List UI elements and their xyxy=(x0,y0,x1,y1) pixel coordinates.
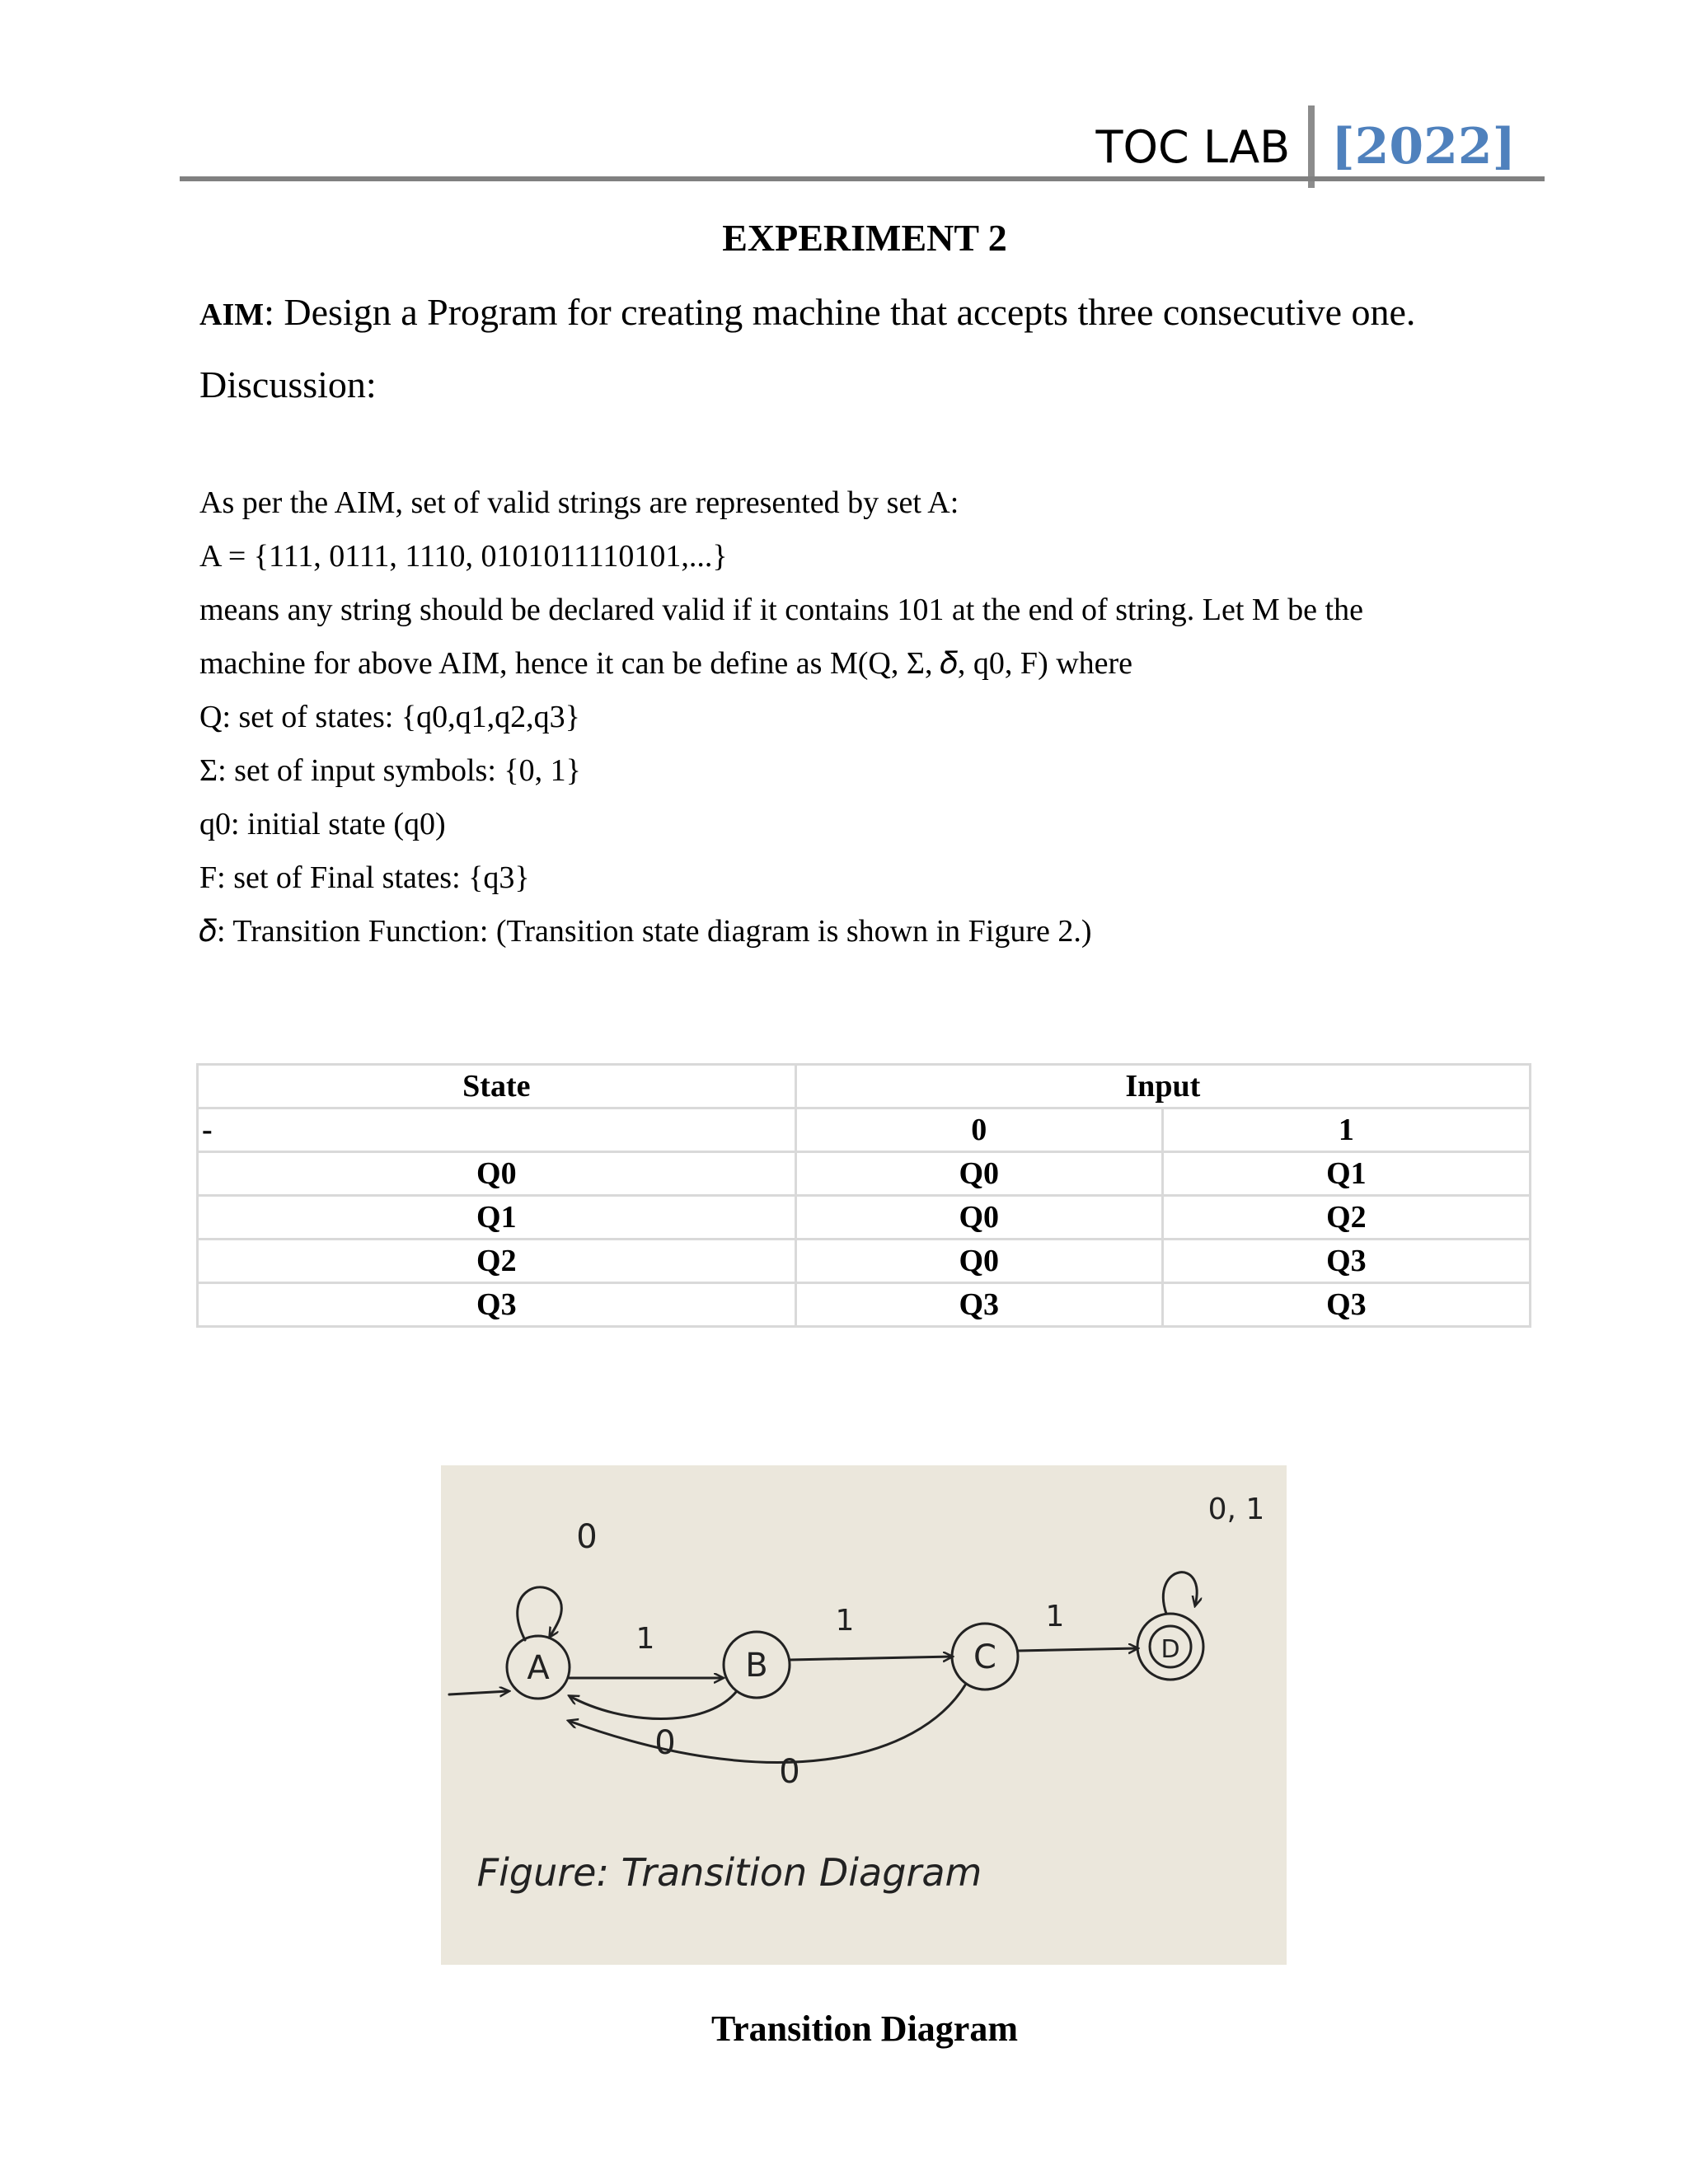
state-c-label: C xyxy=(973,1638,996,1676)
figure-caption: Transition Diagram xyxy=(711,2008,1018,2049)
aim-text: : Design a Program for creating machine that accepts three consecutive one. xyxy=(264,291,1416,333)
on0-cell: Q0 xyxy=(795,1240,1162,1283)
start-arrow xyxy=(449,1691,509,1694)
body-line: means any string should be declared valid if it contains 101 at the end of string. Let M be the xyxy=(199,593,1363,627)
header-separator xyxy=(1308,105,1315,188)
experiment-title: EXPERIMENT 2 xyxy=(722,217,1007,259)
header-lab-title: TOC LAB xyxy=(1095,120,1291,173)
edge-b-c-label: 1 xyxy=(835,1604,855,1638)
table-row xyxy=(198,1240,1531,1283)
body-line: q0: initial state (q0) xyxy=(199,807,446,841)
on1-cell: Q3 xyxy=(1162,1283,1530,1327)
state-cell: Q2 xyxy=(198,1240,796,1283)
row-marker: - xyxy=(198,1108,796,1152)
state-a-label: A xyxy=(527,1649,550,1687)
transition-table xyxy=(196,1063,1531,1328)
input-symbol-1: 1 xyxy=(1162,1108,1530,1152)
table-row xyxy=(198,1196,1531,1240)
edge-b-c xyxy=(790,1657,952,1660)
state-b-label: B xyxy=(745,1647,768,1685)
transition-diagram-svg xyxy=(441,1465,1287,1965)
body-line: 𝛿: Transition Function: (Transition state diagram is shown in Figure 2.) xyxy=(199,914,1092,949)
on0-cell: Q0 xyxy=(795,1196,1162,1240)
table-symbol-row xyxy=(198,1108,1531,1152)
body-line: Q: set of states: {q0,q1,q2,q3} xyxy=(199,700,580,734)
on1-cell: Q1 xyxy=(1162,1152,1530,1196)
on0-cell: Q3 xyxy=(795,1283,1162,1327)
table-row xyxy=(198,1152,1531,1196)
header-state: State xyxy=(198,1065,796,1108)
body-line: F: set of Final states: {q3} xyxy=(199,860,530,895)
edge-c-d-label: 1 xyxy=(1045,1600,1065,1633)
edge-a-b-label: 1 xyxy=(635,1622,655,1656)
state-cell: Q1 xyxy=(198,1196,796,1240)
page-header xyxy=(1096,105,1516,188)
loop-d-edge xyxy=(1163,1572,1197,1614)
edge-b-a-label: 0 xyxy=(654,1724,676,1762)
header-input: Input xyxy=(795,1065,1530,1108)
discussion-heading: Discussion: xyxy=(199,363,377,405)
header-rule xyxy=(180,176,1545,181)
aim-line xyxy=(199,290,1415,334)
loop-d-label: 0, 1 xyxy=(1207,1493,1265,1526)
input-symbol-0: 0 xyxy=(795,1108,1162,1152)
table-row xyxy=(198,1283,1531,1327)
state-cell: Q0 xyxy=(198,1152,796,1196)
edge-c-d xyxy=(1018,1648,1137,1651)
body-line: machine for above AIM, hence it can be define as M(Q, Σ, 𝛿, q0, F) where xyxy=(199,646,1133,681)
on0-cell: Q0 xyxy=(795,1152,1162,1196)
body-line: As per the AIM, set of valid strings are represented by set A: xyxy=(199,485,959,520)
table-header-row xyxy=(198,1065,1531,1108)
edge-b-a xyxy=(570,1692,736,1719)
header-year: [2022] xyxy=(1331,118,1516,176)
edge-c-a-label: 0 xyxy=(779,1753,800,1791)
diagram-caption: Figure: Transition Diagram xyxy=(476,1850,982,1895)
body-line: A = {111, 0111, 1110, 0101011110101,...} xyxy=(199,539,728,574)
on1-cell: Q2 xyxy=(1162,1196,1530,1240)
on1-cell: Q3 xyxy=(1162,1240,1530,1283)
body-line: Σ: set of input symbols: {0, 1} xyxy=(199,753,581,788)
state-cell: Q3 xyxy=(198,1283,796,1327)
loop-a-label: 0 xyxy=(576,1518,598,1556)
state-d-label: D xyxy=(1160,1635,1180,1664)
transition-diagram-figure xyxy=(441,1465,1287,1965)
loop-a-edge xyxy=(518,1587,562,1640)
aim-label: AIM xyxy=(199,298,265,332)
